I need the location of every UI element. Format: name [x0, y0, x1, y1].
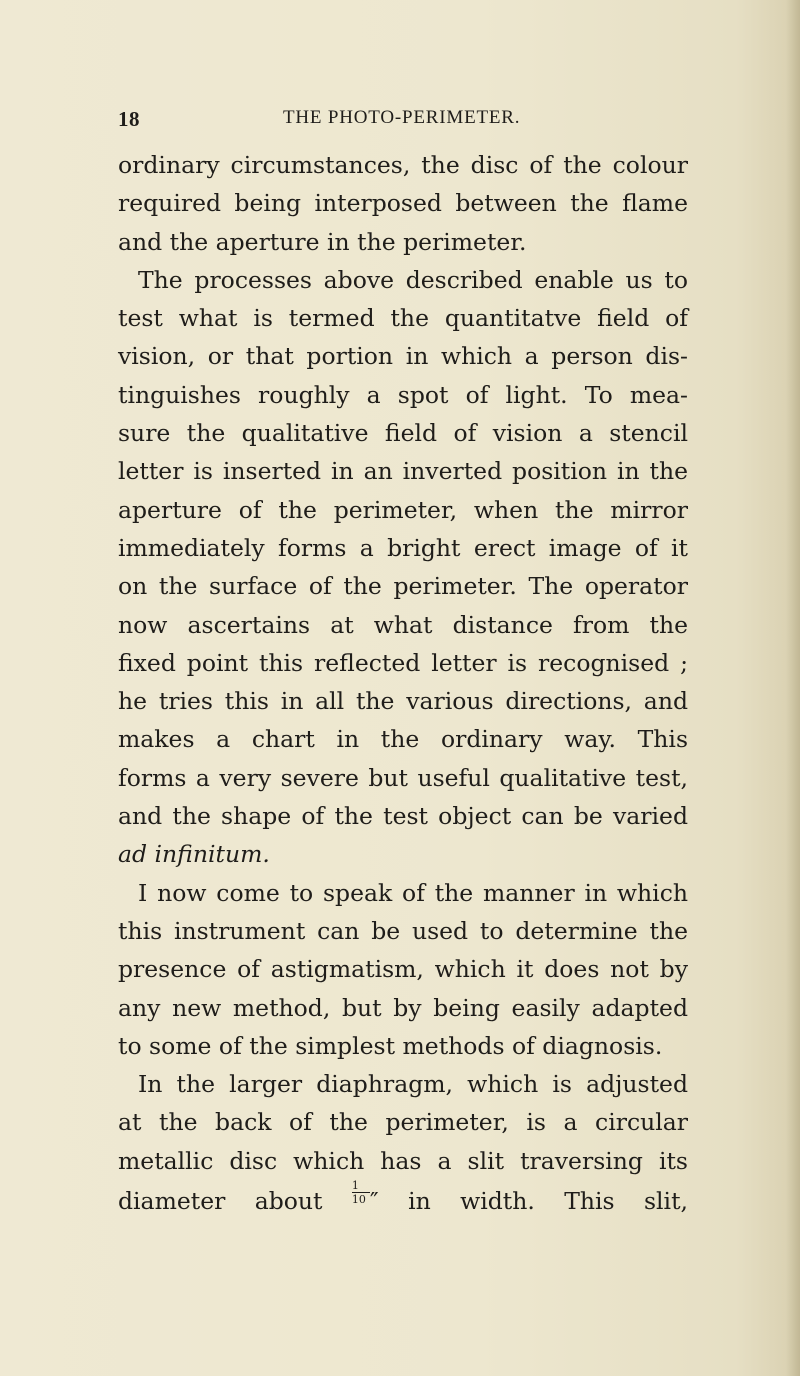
text-line: fixed point this reflected letter is recognised ;	[118, 648, 688, 677]
text-line: makes a chart in the ordinary way. This	[118, 725, 688, 754]
text-line: immediately forms a bright erect image of it	[118, 533, 688, 562]
text-line: presence of astigmatism, which it does not by	[118, 955, 688, 984]
text-line: forms a very severe but useful qualitative test,	[118, 763, 688, 792]
text-line: metallic disc which has a slit traversing its	[118, 1146, 688, 1175]
body-text	[118, 146, 688, 1218]
text-line: and the aperture in the perimeter.	[118, 227, 527, 256]
text-line: tinguishes roughly a spot of light. To mea-	[118, 380, 688, 409]
text-line: aperture of the perimeter, when the mirror	[118, 495, 688, 524]
italic-phrase: ad infinitum.	[118, 840, 270, 869]
fraction-numerator: 1	[351, 1179, 359, 1193]
text-line: he tries this in all the various directions, and	[118, 687, 688, 716]
page-number: 18	[118, 107, 140, 131]
text-fragment: diameter about	[118, 1187, 323, 1216]
text-line: required being interposed between the flame	[118, 189, 688, 218]
fraction	[352, 1180, 370, 1205]
page-edge-shadow	[786, 0, 800, 1376]
text-line: and the shape of the test object can be varied	[118, 802, 688, 831]
text-line-italic	[118, 835, 688, 873]
text-line: at the back of the perimeter, is a circular	[118, 1108, 688, 1137]
text-fragment: in width. This slit,	[408, 1187, 688, 1216]
text-line: In the larger diaphragm, which is adjusted	[138, 1070, 688, 1099]
text-line: The processes above described enable us to	[138, 265, 688, 294]
text-line: vision, or that portion in which a person dis-	[118, 342, 688, 371]
inch-mark: ″	[369, 1187, 379, 1216]
text-line: ordinary circumstances, the disc of the colour	[118, 151, 688, 179]
text-line: this instrument can be used to determine the	[118, 916, 688, 945]
text-line: now ascertains at what distance from the	[118, 610, 688, 639]
text-line: sure the qualitative field of vision a stencil	[118, 419, 688, 448]
running-title: THE PHOTO-PERIMETER.	[283, 107, 521, 128]
fraction-denominator: 10	[351, 1193, 366, 1207]
text-line: on the surface of the perimeter. The operator	[118, 572, 688, 601]
text-line: any new method, but by being easily adapted	[118, 993, 688, 1022]
page-header	[118, 107, 698, 137]
text-line: to some of the simplest methods of diagnosis.	[118, 1031, 663, 1060]
text-line: test what is termed the quantitatve field of	[118, 304, 688, 333]
text-line: I now come to speak of the manner in which	[138, 878, 688, 907]
text-line: letter is inserted in an inverted position in the	[118, 457, 688, 486]
text-line-with-fraction	[118, 1180, 688, 1218]
